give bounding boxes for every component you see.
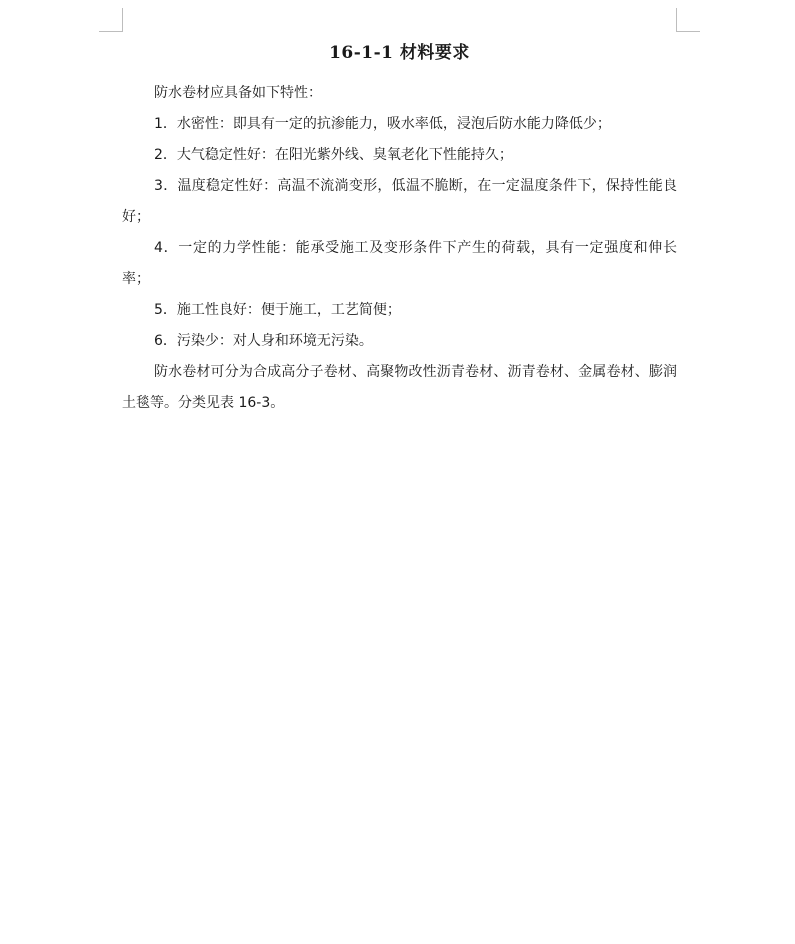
crop-mark-top-right [676,8,677,32]
section-title: 16-1-1 材料要求 [329,43,470,63]
intro-paragraph: 防水卷材应具备如下特性： [154,85,322,101]
list-item-weather-stability: 2．大气稳定性好：在阳光紫外线、臭氧老化下性能持久； [154,147,513,163]
crop-mark-top-right [676,31,700,32]
document-body [122,40,677,419]
list-item-low-pollution: 6．污染少：对人身和环境无污染。 [154,333,373,349]
list-item-watertightness: 1．水密性：即具有一定的抗渗能力，吸水率低，浸泡后防水能力降低少； [154,116,611,132]
list-item-mechanical-properties: 4．一定的力学性能：能承受施工及变形条件下产生的荷载，具有一定强度和伸长率； [122,240,677,287]
crop-mark-top-left [99,31,123,32]
crop-mark-top-left [122,8,123,32]
list-item-workability: 5．施工性良好：便于施工，工艺简便； [154,302,401,318]
classification-paragraph: 防水卷材可分为合成高分子卷材、高聚物改性沥青卷材、沥青卷材、金属卷材、膨润土毯等。分类见表 16-3。 [122,364,677,411]
list-item-temperature-stability: 3．温度稳定性好：高温不流淌变形，低温不脆断，在一定温度条件下，保持性能良好； [122,178,677,225]
